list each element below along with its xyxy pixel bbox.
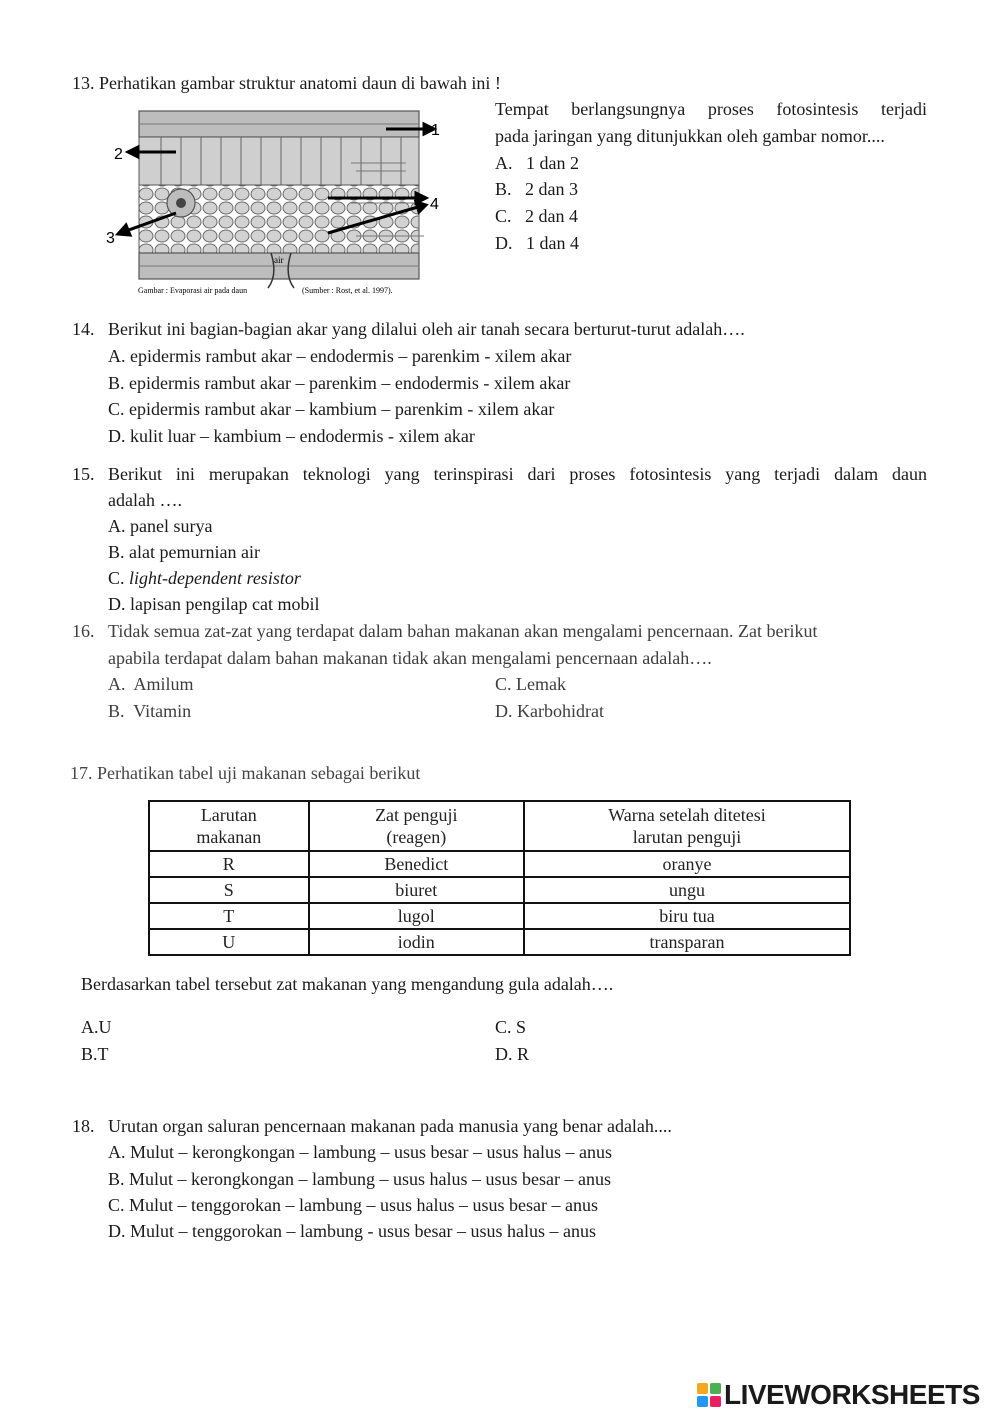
option-16c[interactable] xyxy=(495,673,566,695)
table-row xyxy=(149,903,850,929)
table-header-larutan xyxy=(149,801,309,851)
leaf-anatomy-figure xyxy=(106,103,448,300)
question-15-number: 15. xyxy=(72,464,95,484)
option-letter: A. xyxy=(108,516,126,536)
header-line2: makanan xyxy=(196,827,262,847)
question-13-number: 13. xyxy=(72,73,95,93)
option-17c[interactable]: C. S xyxy=(495,1017,527,1037)
figure-label-3: 3 xyxy=(106,230,115,247)
option-17d[interactable]: D. R xyxy=(495,1044,530,1064)
figure-label-4: 4 xyxy=(430,196,439,213)
palisade-layer xyxy=(139,137,419,185)
option-text: 1 dan 4 xyxy=(526,233,579,253)
table-header-warna xyxy=(524,801,850,851)
option-text: Lemak xyxy=(516,674,566,694)
header-line2: (reagen) xyxy=(386,827,447,847)
table-row xyxy=(149,929,850,955)
liveworksheets-logo-icon xyxy=(697,1383,721,1407)
option-text: lapisan pengilap cat mobil xyxy=(130,594,320,614)
option-text: 2 dan 3 xyxy=(525,179,579,199)
option-letter: B. xyxy=(108,701,125,721)
option-17a[interactable]: A.U xyxy=(81,1017,112,1037)
option-15d[interactable] xyxy=(108,593,319,615)
question-17-number: 17. xyxy=(70,763,93,783)
logo-square xyxy=(697,1383,708,1394)
question-18-text: Urutan organ saluran pencernaan makanan pada manusia yang benar adalah.... xyxy=(108,1116,672,1136)
option-14a[interactable]: A. epidermis rambut akar – endodermis – parenkim - xilem akar xyxy=(108,346,572,366)
option-text: Vitamin xyxy=(133,701,192,721)
table-cell: R xyxy=(149,851,309,877)
logo-square xyxy=(710,1383,721,1394)
option-letter: C. xyxy=(495,206,512,226)
option-16a[interactable] xyxy=(108,673,194,695)
option-letter: D. xyxy=(495,701,513,721)
option-13b[interactable] xyxy=(495,178,578,200)
question-15-text-line1: Berikut ini merupakan teknologi yang terinspirasi dari proses fotosintesis yang terjadi dalam daun xyxy=(108,464,927,484)
option-letter: D. xyxy=(495,233,513,253)
option-text: light-dependent resistor xyxy=(129,568,301,588)
option-letter: A. xyxy=(495,153,513,173)
figure-air-label: air xyxy=(274,255,284,265)
option-text: 2 dan 4 xyxy=(525,206,579,226)
option-17b[interactable]: B.T xyxy=(81,1044,109,1064)
option-18d[interactable]: D. Mulut – tenggorokan – lambung - usus besar – usus halus – anus xyxy=(108,1221,596,1241)
table-cell: lugol xyxy=(309,903,524,929)
table-cell: oranye xyxy=(524,851,850,877)
option-16d[interactable] xyxy=(495,700,604,722)
figure-caption-right: (Sumber : Rost, et al. 1997). xyxy=(302,286,393,295)
question-14-text: Berikut ini bagian-bagian akar yang dilalui oleh air tanah secara berturut-turut adalah…. xyxy=(108,319,745,339)
question-14-number: 14. xyxy=(72,319,95,339)
option-14b[interactable]: B. epidermis rambut akar – parenkim – endodermis - xilem akar xyxy=(108,373,571,393)
table-cell: biru tua xyxy=(524,903,850,929)
option-text: alat pemurnian air xyxy=(129,542,260,562)
question-17-prompt-text: Perhatikan tabel uji makanan sebagai berikut xyxy=(97,763,421,783)
table-cell: iodin xyxy=(309,929,524,955)
option-14d[interactable]: D. kulit luar – kambium – endodermis - xilem akar xyxy=(108,426,475,446)
question-18-number: 18. xyxy=(72,1116,95,1136)
option-18b[interactable]: B. Mulut – kerongkongan – lambung – usus halus – usus besar – anus xyxy=(108,1169,611,1189)
question-13-prompt-text: Perhatikan gambar struktur anatomi daun di bawah ini ! xyxy=(99,73,501,93)
table-row xyxy=(149,851,850,877)
table-cell: Benedict xyxy=(309,851,524,877)
table-cell: transparan xyxy=(524,929,850,955)
table-header-reagen xyxy=(309,801,524,851)
option-text: Amilum xyxy=(133,674,194,694)
food-test-table xyxy=(148,800,851,956)
question-16-text-line1: Tidak semua zat-zat yang terdapat dalam bahan makanan akan mengalami pencernaan. Zat berikut xyxy=(108,621,818,641)
table-cell: ungu xyxy=(524,877,850,903)
option-14c[interactable]: C. epidermis rambut akar – kambium – parenkim - xilem akar xyxy=(108,399,555,419)
option-letter: B. xyxy=(108,542,125,562)
table-cell: U xyxy=(149,929,309,955)
table-row xyxy=(149,877,850,903)
logo-square xyxy=(697,1396,708,1407)
figure-label-2: 2 xyxy=(114,146,123,163)
figure-label-1: 1 xyxy=(431,122,440,139)
table-header-row xyxy=(149,801,850,851)
option-letter: C. xyxy=(108,568,125,588)
option-letter: A. xyxy=(108,674,126,694)
option-text: Karbohidrat xyxy=(517,701,604,721)
table-cell: S xyxy=(149,877,309,903)
question-13-text-line1: Tempat berlangsungnya proses fotosintesis terjadi xyxy=(495,99,927,119)
table-cell: T xyxy=(149,903,309,929)
option-13d[interactable] xyxy=(495,232,579,254)
question-17-prompt xyxy=(70,762,420,784)
question-16-number: 16. xyxy=(72,621,95,641)
question-13-text-line2: pada jaringan yang ditunjukkan oleh gambar nomor.... xyxy=(495,126,885,146)
liveworksheets-logo-text: LIVEWORKSHEETS xyxy=(724,1379,980,1410)
question-17-text: Berdasarkan tabel tersebut zat makanan yang mengandung gula adalah…. xyxy=(81,974,614,994)
option-18a[interactable]: A. Mulut – kerongkongan – lambung – usus besar – usus halus – anus xyxy=(108,1142,612,1162)
table-cell: biuret xyxy=(309,877,524,903)
liveworksheets-logo[interactable] xyxy=(697,1378,980,1412)
header-line1: Warna setelah ditetesi xyxy=(608,805,766,825)
question-16-text-line2: apabila terdapat dalam bahan makanan tidak akan mengalami pencernaan adalah…. xyxy=(108,648,712,668)
upper-epidermis xyxy=(139,111,419,137)
option-letter: D. xyxy=(108,594,126,614)
figure-caption-left: Gambar : Evaporasi air pada daun xyxy=(138,286,248,295)
option-15a[interactable] xyxy=(108,515,212,537)
header-line1: Larutan xyxy=(200,805,257,825)
question-13-prompt xyxy=(72,72,501,94)
header-line2: larutan penguji xyxy=(632,827,742,847)
question-15-text-line2: adalah …. xyxy=(108,490,182,510)
header-line1: Zat penguji xyxy=(375,805,458,825)
option-18c[interactable]: C. Mulut – tenggorokan – lambung – usus halus – usus besar – anus xyxy=(108,1195,598,1215)
option-text: 1 dan 2 xyxy=(526,153,579,173)
logo-square xyxy=(710,1396,721,1407)
option-16b[interactable] xyxy=(108,700,191,722)
option-15b[interactable] xyxy=(108,541,260,563)
option-13a[interactable] xyxy=(495,152,579,174)
option-13c[interactable] xyxy=(495,205,578,227)
option-text: panel surya xyxy=(130,516,213,536)
option-letter: C. xyxy=(495,674,512,694)
option-15c[interactable] xyxy=(108,567,301,589)
option-letter: B. xyxy=(495,179,512,199)
